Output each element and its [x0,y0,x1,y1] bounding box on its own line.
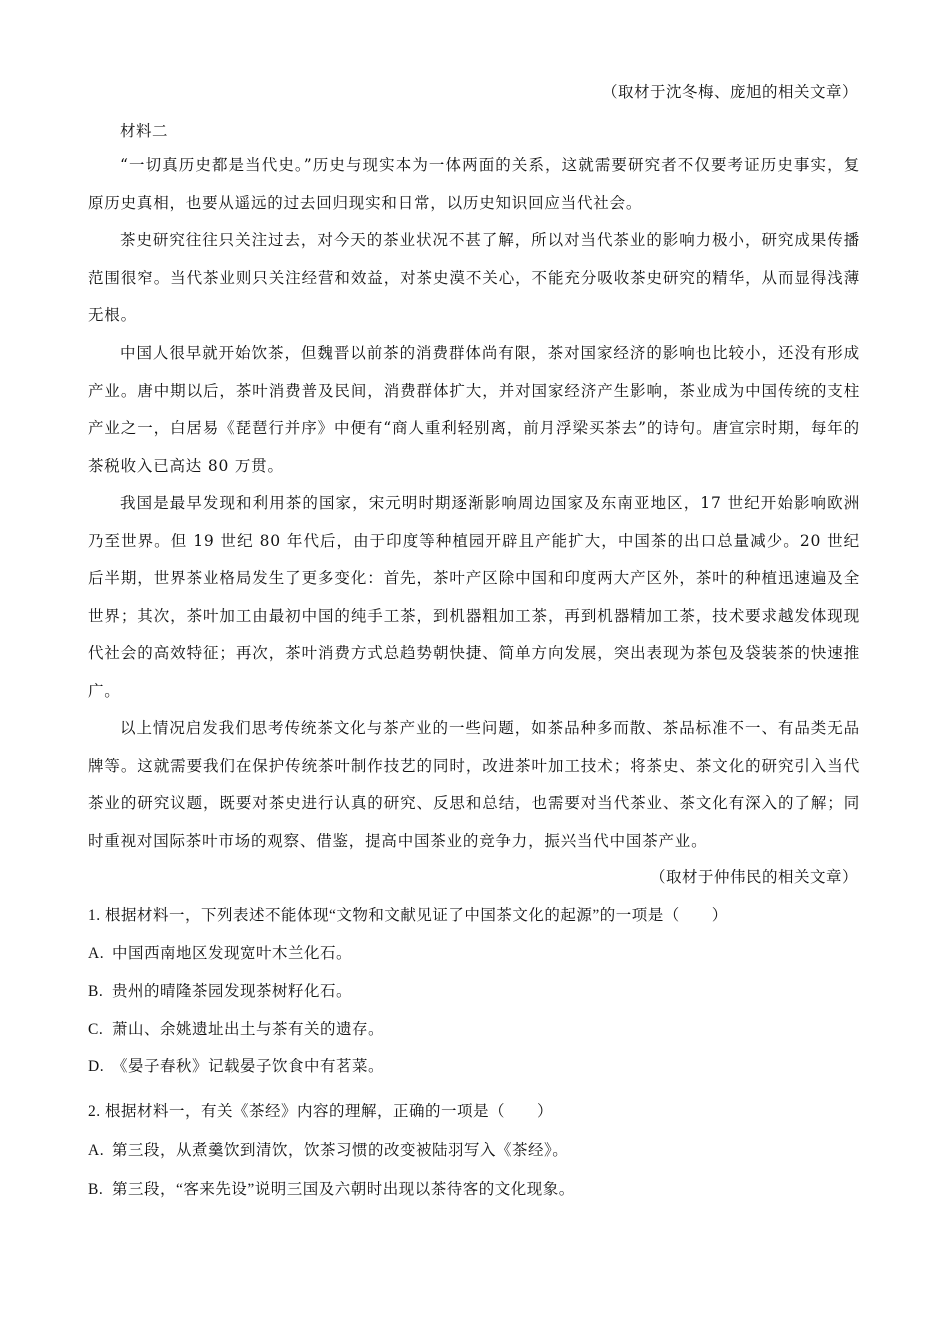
question-2-stem: 2. 根据材料一，有关《茶经》内容的理解，正确的一项是（ ） [88,1103,554,1120]
option-label: A. [88,1142,105,1159]
question-2-option-b[interactable] [88,1177,868,1199]
option-text: 中国西南地区发现宽叶木兰化石。 [112,945,353,962]
question-1-option-a[interactable] [88,941,868,963]
option-text: 贵州的晴隆茶园发现茶树籽化石。 [112,983,353,1000]
question-2-option-a[interactable] [88,1138,868,1160]
question-1-option-b[interactable] [88,979,868,1001]
option-label: B. [88,1181,104,1198]
option-text: 《晏子春秋》记载晏子饮食中有茗菜。 [112,1058,385,1075]
option-label: C. [88,1021,104,1038]
option-text: 第三段，从煮羹饮到清饮，饮茶习惯的改变被陆羽写入《茶经》。 [112,1142,569,1159]
option-label: A. [88,945,105,962]
option-label: D. [88,1058,105,1075]
paragraph-2: 茶史研究往往只关注过去，对今天的茶业状况不甚了解，所以对当代茶业的影响力极小，研究成果传播范围很窄。当代茶业则只关注经营和效益，对茶史漠不关心，不能充分吸收茶史研究的精华，从而显得浅薄无根。 [88,231,860,324]
paragraph-1: “一切真历史都是当代史。”历史与现实本为一体两面的关系，这就需要研究者不仅要考证历史事实，复原历史真相，也要从遥远的过去回归现实和日常，以历史知识回应当代社会。 [88,156,860,212]
question-1-stem: 1. 根据材料一，下列表述不能体现“文物和文献见证了中国茶文化的起源”的一项是（ ） [88,907,728,924]
paragraph-5: 以上情况启发我们思考传统茶文化与茶产业的一些问题，如茶品种多而散、茶品标准不一、有品类无品牌等。这就需要我们在保护传统茶叶制作技艺的同时，改进茶叶加工技术；将茶史、茶文化的研究引入当代茶业的研究议题，既要对茶史进行认真的研究、反思和总结，也需要对当代茶业、茶文化有深入的了解；同时重视对国际茶叶市场的观察、借鉴，提高中国茶业的竞争力，振兴当代中国茶产业。 [88,719,860,850]
paragraph-4: 我国是最早发现和利用茶的国家，宋元明时期逐渐影响周边国家及东南亚地区，17 世纪开始影响欧洲乃至世界。但 19 世纪 80 年代后，由于印度等种植园开辟且产能扩大，中国茶的出口总量减少。20 世纪后半期，世界茶业格局发生了更多变化：首先，茶叶产区除中国和印度两大产区外，茶叶的种植迅速遍及全世界；其次，茶叶加工由最初中国的纯手工茶，到机器粗加工茶，再到机器精加工茶，技术要求越发体现现代社会的高效特征；再次，茶叶消费方式总趋势朝快捷、简单方向发展，突出表现为茶包及袋装茶的快速推广。 [88,494,860,700]
option-text: 第三段，“客来先设”说明三国及六朝时出现以茶待客的文化现象。 [112,1181,575,1198]
question-1-option-c[interactable] [88,1017,868,1039]
option-label: B. [88,983,104,1000]
source-citation-top: （取材于沈冬梅、庞旭的相关文章） [601,83,858,101]
source-citation-bottom: （取材于仲伟民的相关文章） [649,868,858,886]
paragraph-3: 中国人很早就开始饮茶，但魏晋以前茶的消费群体尚有限，茶对国家经济的影响也比较小，还没有形成产业。唐中期以后，茶叶消费普及民间，消费群体扩大，并对国家经济产生影响，茶业成为中国传统的支柱产业之一，白居易《琵琶行并序》中便有“商人重利轻别离，前月浮梁买茶去”的诗句。唐宣宗时期，每年的茶税收入已高达 80 万贯。 [88,344,860,475]
option-text: 萧山、余姚遗址出土与茶有关的遗存。 [112,1021,385,1038]
section-heading: 材料二 [120,122,169,140]
question-1-option-d[interactable] [88,1054,868,1076]
